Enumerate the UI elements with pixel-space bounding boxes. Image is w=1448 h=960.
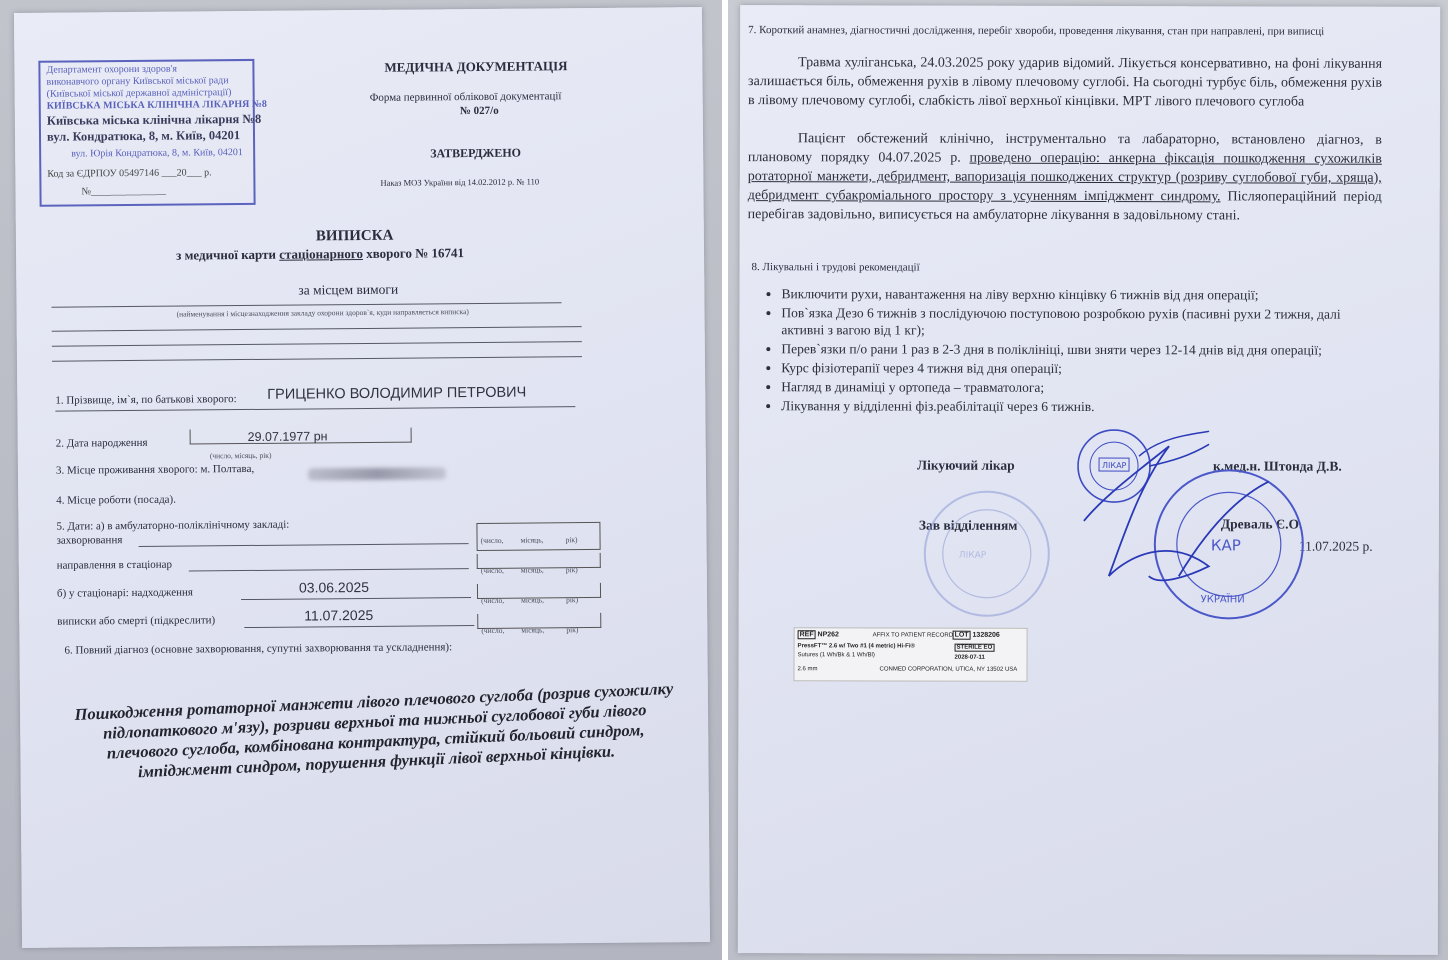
faint-round-stamp [925, 492, 1049, 616]
document-subtitle [176, 245, 464, 264]
anamnesis-paragraph: Травма хуліганська, 24.03.2025 року ударив відомий. Лікується консервативно, на фоні лікування залишається біль, обмеження рухів в лівому плечовому суглобі. На сьогодні турбує біль, обмеження рухів в лівому плечовому суглобі, слабкість лівої верхньої кінцівки. МРТ лівого плечового суглоба [747, 55, 1383, 110]
blank-line [52, 341, 582, 347]
discharge-date: 11.07.2025 [304, 606, 374, 624]
sticker-expiry: 2028-07-11 [954, 654, 985, 661]
institution-address: вул. Кондратюка, 8, м. Київ, 04201 [46, 128, 241, 144]
blank-line [139, 543, 469, 547]
birthdate-value: 29.07.1977 рн [247, 429, 328, 444]
stamps-and-signatures [909, 426, 1390, 627]
date-hint: (число, місяць, рік) [209, 450, 272, 461]
lot-value: 1328206 [972, 631, 1000, 639]
sticker-line2: Sutures (1 Wh/Bk & 1 Wh/Bl) [797, 652, 875, 659]
treatment-text: Післяопераційний період перебігав задовільно, виписується на амбулаторне лікування в задовільному стані. [747, 189, 1382, 224]
subtitle-part: з медичної карти [175, 246, 280, 263]
col-hint: (число, [480, 535, 504, 545]
treatment-text: Пацієнт обстежений клінічно, інструментально та лабараторно, встановлено діагноз, в плановому порядку 04.07.2025 р. [747, 131, 1382, 166]
institution-name: Київська міська клінічна лікарня №8 [46, 111, 262, 128]
sticker-ref [798, 631, 839, 638]
destination-hint: (найменування і місцезнаходження закладу охорони здоров`я, куди направляється виписка) [176, 307, 469, 319]
doctor-stamp-text: ЛІКАР [1102, 461, 1127, 471]
field-4-label: 4. Місце роботи (посада). [56, 493, 176, 507]
stamp-line: Код за ЄДРПОУ 05497146 ___20___ р. [47, 167, 212, 180]
blank-line [52, 356, 582, 362]
form-type: Форма первинної облікової документації [369, 90, 562, 104]
field-6-label: 6. Повний діагноз (основне захворювання, супутні захворювання та ускладнення): [64, 641, 453, 657]
destination-line [51, 302, 561, 307]
doctor-name: к.мед.н. Штонда Д.В. [1213, 458, 1342, 474]
blank-line [241, 597, 471, 600]
field-2-label: 2. Дата народження [55, 436, 148, 450]
field-3-label: 3. Місце проживання хворого: м. Полтава, [55, 462, 255, 477]
signature-date: 11.07.2025 р. [1298, 538, 1373, 554]
section-7-title: 7. Короткий анамнез, діагностичні дослідження, перебіг хвороби, проведення лікування, стан при направлені, при виписці [748, 24, 1325, 38]
sticker-maker: CONMED CORPORATION, UTICA, NY 13502 USA [879, 666, 1018, 673]
approved-label: ЗАТВЕРДЖЕНО [430, 145, 522, 161]
recommendation-item: • Нагляд в динаміці у ортопеда – травматолога; [781, 378, 1381, 397]
treatment-paragraph [748, 129, 1382, 226]
field-5-label: 5. Дати: а) в амбулаторно-поліклінічному закладі: [56, 518, 290, 533]
col-hint: рік) [565, 535, 578, 545]
faint-stamp-text: ЛІКАР [958, 550, 987, 561]
stamp-line: (Київської міської державної адміністрації) [46, 87, 232, 100]
document-title: ВИПИСКА [315, 227, 394, 245]
recommendations-list [761, 285, 1381, 418]
head-label: Зав відділенням [918, 517, 1018, 533]
col-hint: (число, [481, 595, 505, 605]
col-hint: рік) [565, 565, 578, 575]
left-document-page [14, 7, 710, 948]
col-hint: місяць, [520, 565, 544, 575]
stamp-line: КИЇВСЬКА МІСЬКА КЛІНІЧНА ЛІКАРНЯ №8 [46, 98, 267, 112]
form-number: № 027/о [459, 104, 499, 118]
col-hint: рік) [566, 625, 579, 635]
recommendation-item: • Лікування у відділенні фіз.реабілітації через 6 тижнів. [781, 397, 1381, 416]
institution-stamp [38, 59, 267, 207]
operation-text: проведено операцію: анкерна фіксація пошкодження сухожилків ротаторної манжети, дебридмент, вапоризація пошкоджених структур (розриву суглобової губи, хряща), дебридмент субакроміального простору з усуненням імпіджмент синдрому. [747, 150, 1382, 205]
ukraine-text: УКРАЇНИ [1200, 594, 1245, 606]
col-hint: (число, [480, 565, 504, 575]
destination-value: за місцем вимоги [298, 281, 399, 298]
right-photo [728, 0, 1448, 960]
section-8-title: 8. Лікувальні і трудові рекомендації [751, 261, 920, 274]
col-hint: рік) [566, 595, 579, 605]
stamp-line: виконавчого органу Київської міської ради [46, 75, 229, 88]
field-1-label: 1. Прізвище, ім`я, по батькові хворого: [55, 393, 237, 407]
redacted-address [308, 467, 446, 480]
lot-label: LOT [953, 631, 971, 640]
blank-line [189, 568, 469, 571]
field-5-napr: направлення в стаціонар [56, 558, 173, 572]
blank-line [55, 406, 575, 412]
sticker-sterile: STERILE EO [955, 644, 995, 652]
order-reference: Наказ МОЗ України від 14.02.2012 р. № 110 [380, 176, 540, 188]
stamp-line: Департамент охорони здоров'я [46, 63, 177, 76]
recommendation-item: • Виключити рухи, навантаження на ліву верхню кінцівку 6 тижнів від дня операції; [781, 285, 1381, 304]
sticker-lot [953, 632, 1000, 639]
col-hint: місяць, [520, 535, 544, 545]
stamp-line: вул. Юрія Кондратюка, 8, м. Київ, 04201 [71, 147, 243, 160]
right-document-page [738, 5, 1440, 955]
patient-name: ГРИЦЕНКО ВОЛОДИМИР ПЕТРОВИЧ [267, 384, 527, 403]
department-round-stamp [1155, 470, 1303, 618]
col-hint: місяць, [521, 625, 545, 635]
col-hint: місяць, [521, 595, 545, 605]
recommendation-item: • Перев`язки п/о рани 1 раз в 2-3 дня в поліклініці, шви зняти через 12-14 днів від дня операції; [781, 340, 1381, 359]
sticker-line1: PressFT™ 2.6 w/ Two #1 (4 metric) Hi-Fi® [797, 643, 915, 650]
left-photo [0, 0, 722, 960]
doctor-label: Лікуючий лікар [917, 457, 1015, 473]
subtitle-part: стаціонарного [279, 245, 363, 262]
field-5-zahv: захворювання [56, 534, 123, 547]
header-title: МЕДИЧНА ДОКУМЕНТАЦІЯ [384, 58, 568, 75]
blank-line [52, 326, 582, 332]
sticker-size: 2.6 mm [797, 666, 818, 673]
field-5b-label: б) у стаціонарі: надходження [56, 586, 193, 600]
implant-sticker [793, 627, 1027, 682]
recommendation-item: • Курс фізіотерапії через 4 тижня від дня операції; [781, 359, 1381, 378]
col-hint: (число, [481, 625, 505, 635]
kar-text: КАР [1210, 536, 1241, 555]
ref-value: NP262 [817, 631, 839, 639]
stamp-line: №_______________ [81, 185, 167, 198]
recommendation-item: • Пов`язка Дезо 6 тижнів з послідуючою поступовою розробкою рухів (пасивні рухи 2 тижня, далі активні з вагою від 1 кг); [781, 304, 1381, 340]
diagnosis-text: Пошкодження ротаторної манжети лівого плечового суглоба (розрив сухожилку підлопаткового м'язу), розриви верхньої та нижньої суглобової губи лівого плечового суглоба, комбінована контрактура, стійкий больовий синдром, імпіджмент синдром, порушення функції лівої верхньої кінцівки. [74, 678, 674, 782]
head-name: Древаль Є.О. [1220, 516, 1303, 532]
sticker-affix: AFFIX TO PATIENT RECORD [872, 632, 954, 639]
field-5-vyp: виписки або смерті (підкреслити) [57, 614, 216, 628]
ref-label: REF [798, 630, 816, 639]
blank-line [244, 625, 474, 628]
subtitle-part: хворого № 16741 [362, 245, 465, 261]
admission-date: 03.06.2025 [298, 578, 370, 596]
